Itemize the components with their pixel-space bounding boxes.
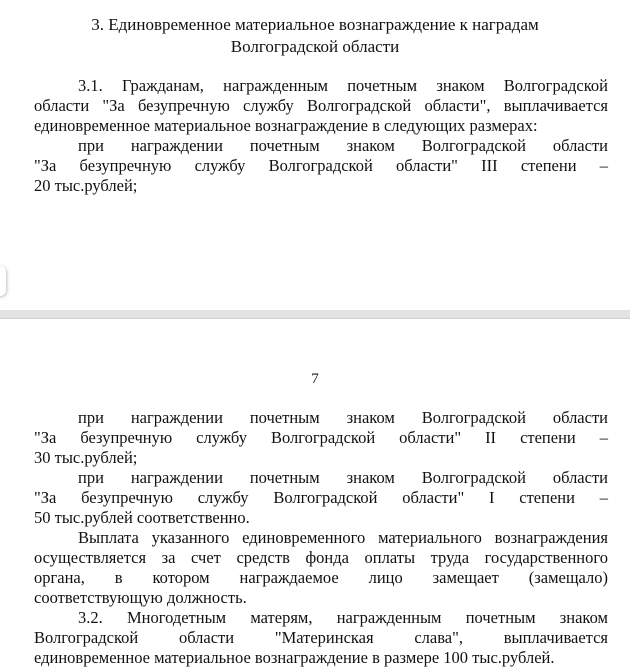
- payment-line-4: соответствующую должность.: [34, 588, 247, 607]
- paragraph-3-1-line-2: области "За безупречную службу Волгоградской области", выплачивается: [34, 96, 608, 115]
- paragraph-3-1-line-3: единовременное материальное вознаграждение в следующих размерах:: [34, 116, 538, 135]
- payment-line-3: органа, в котором награждаемое лицо замещает (замещало): [34, 568, 608, 587]
- side-panel-handle[interactable]: [0, 266, 6, 296]
- award-ii-line-2: "За безупречную службу Волгоградской области" II степени –: [34, 428, 608, 447]
- document-page-2: [0, 319, 630, 671]
- award-iii-line-3: 20 тыс.рублей;: [34, 176, 138, 195]
- award-iii-line-1: при награждении почетным знаком Волгоградской области: [78, 136, 608, 155]
- paragraph-3-2-line-2: Волгоградской области "Материнская слава", выплачивается: [34, 628, 608, 647]
- payment-line-2: осуществляется за счет средств фонда оплаты труда государственного: [34, 548, 608, 567]
- document-page-1: [0, 0, 630, 310]
- paragraph-3-1-line-1: 3.1. Гражданам, награжденным почетным знаком Волгоградской: [78, 76, 608, 95]
- page-number: 7: [311, 371, 319, 387]
- page-separator: [0, 310, 630, 318]
- section-heading-line-1: 3. Единовременное материальное вознаграждение к наградам: [91, 15, 539, 34]
- payment-line-1: Выплата указанного единовременного материального вознаграждения: [78, 528, 608, 547]
- paragraph-3-2-line-3: единовременное материальное вознаграждение в размере 100 тыс.рублей.: [34, 648, 555, 667]
- award-i-line-1: при награждении почетным знаком Волгоградской области: [78, 468, 608, 487]
- award-i-line-3: 50 тыс.рублей соответственно.: [34, 508, 250, 527]
- award-iii-line-2: "За безупречную службу Волгоградской области" III степени –: [34, 156, 608, 175]
- award-i-line-2: "За безупречную службу Волгоградской области" I степени –: [34, 488, 608, 507]
- award-ii-line-3: 30 тыс.рублей;: [34, 448, 138, 467]
- section-heading-line-2: Волгоградской области: [230, 37, 400, 56]
- award-ii-line-1: при награждении почетным знаком Волгоградской области: [78, 408, 608, 427]
- paragraph-3-2-line-1: 3.2. Многодетным матерям, награжденным почетным знаком: [78, 608, 608, 627]
